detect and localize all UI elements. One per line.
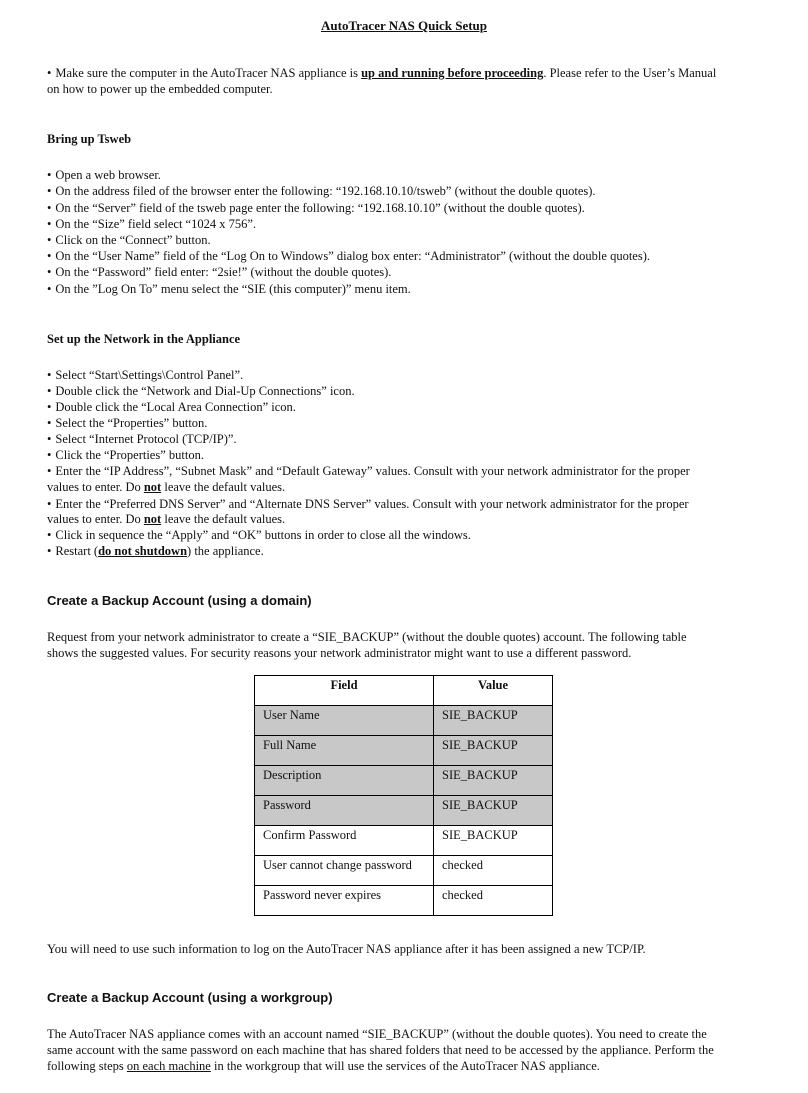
- table-cell-value: SIE_BACKUP: [434, 796, 553, 826]
- intro-post: . Please refer to the User’s Manual: [543, 66, 717, 80]
- ip-step-pre: values to enter. Do: [47, 480, 144, 494]
- table-cell-field: Password never expires: [255, 886, 434, 916]
- document-title: AutoTracer NAS Quick Setup: [321, 18, 487, 33]
- table-header-row: [255, 676, 553, 706]
- network-step: • Select the “Properties” button.: [47, 415, 207, 431]
- table-row: [255, 766, 553, 796]
- table-cell-field: Password: [255, 796, 434, 826]
- table-cell-field: Full Name: [255, 736, 434, 766]
- table-cell-value: SIE_BACKUP: [434, 766, 553, 796]
- intro-pre: Make sure the computer in the AutoTracer NAS appliance is: [55, 66, 362, 80]
- table-cell-value: SIE_BACKUP: [434, 706, 553, 736]
- table-header-field: Field: [255, 676, 434, 706]
- table-cell-value: SIE_BACKUP: [434, 736, 553, 766]
- domain-para-line-1: Request from your network administrator to create a “SIE_BACKUP” (without the double quotes) account. The following table: [47, 630, 687, 644]
- tsweb-step: • Click on the “Connect” button.: [47, 232, 211, 248]
- network-ip-step-line-1: • Enter the “IP Address”, “Subnet Mask” and “Default Gateway” values. Consult with your network administrator for the proper: [47, 463, 690, 479]
- tsweb-step: • On the “Password” field enter: “2sie!” (without the double quotes).: [47, 264, 391, 280]
- intro-line-1: [47, 65, 716, 81]
- table-cell-field: User cannot change password: [255, 856, 434, 886]
- network-step: • Select “Internet Protocol (TCP/IP)”.: [47, 431, 237, 447]
- domain-after-text: You will need to use such information to log on the AutoTracer NAS appliance after it has been assigned a new TCP/IP.: [47, 942, 646, 956]
- tsweb-step: • On the “User Name” field of the “Log On to Windows” dialog box enter: “Administrator” (without the double quotes).: [47, 248, 650, 264]
- ip-step-post: leave the default values.: [161, 480, 286, 494]
- table-row: [255, 826, 553, 856]
- workgroup-line-3-emphasis: on each machine: [126, 1059, 211, 1073]
- dns-step-post: leave the default values.: [161, 512, 286, 526]
- tsweb-heading: Bring up Tsweb: [47, 132, 132, 146]
- domain-heading: Create a Backup Account (using a domain): [47, 593, 312, 608]
- workgroup-line-3-post: in the workgroup that will use the services of the AutoTracer NAS appliance.: [210, 1059, 600, 1073]
- tsweb-step: • On the address filed of the browser enter the following: “192.168.10.10/tsweb” (without the double quotes).: [47, 183, 596, 199]
- table-row: [255, 796, 553, 826]
- workgroup-line-3: [47, 1058, 600, 1074]
- domain-para-line-2: shows the suggested values. For security reasons your network administrator might want to use a different password.: [47, 646, 632, 660]
- workgroup-line-1: The AutoTracer NAS appliance comes with an account named “SIE_BACKUP” (without the double quotes). You need to create the: [47, 1027, 707, 1041]
- backup-account-table: [254, 675, 553, 916]
- table-row: [255, 886, 553, 916]
- table-cell-value: checked: [434, 856, 553, 886]
- table-cell-field: Confirm Password: [255, 826, 434, 856]
- network-restart-step: [47, 543, 264, 559]
- table-cell-field: Description: [255, 766, 434, 796]
- network-heading: Set up the Network in the Appliance: [47, 332, 241, 346]
- tsweb-step: • Open a web browser.: [47, 167, 161, 183]
- ip-step-emphasis: not: [143, 480, 162, 494]
- table-row: [255, 856, 553, 886]
- table-row: [255, 736, 553, 766]
- restart-emphasis: do not shutdown: [98, 544, 188, 558]
- dns-step-pre: values to enter. Do: [47, 512, 144, 526]
- workgroup-line-2: same account with the same password on each machine that has shared folders that need to be accessed by the appliance. Perform the: [47, 1043, 714, 1057]
- restart-pre: Restart (: [55, 544, 99, 558]
- workgroup-line-3-pre: following steps: [47, 1059, 127, 1073]
- intro-line-2: on how to power up the embedded computer.: [47, 82, 273, 96]
- dns-step-emphasis: not: [143, 512, 162, 526]
- network-ip-step-line-2: [47, 479, 285, 495]
- network-step: • Double click the “Local Area Connection” icon.: [47, 399, 296, 415]
- restart-post: ) the appliance.: [187, 544, 264, 558]
- network-step: • Click the “Properties” button.: [47, 447, 204, 463]
- intro-emphasis: up and running before proceeding: [361, 66, 544, 80]
- tsweb-step: • On the “Server” field of the tsweb page enter the following: “192.168.10.10” (without the double quotes).: [47, 200, 585, 216]
- table-cell-field: User Name: [255, 706, 434, 736]
- network-step: • Select “Start\Settings\Control Panel”.: [47, 367, 243, 383]
- network-apply-step: • Click in sequence the “Apply” and “OK” buttons in order to close all the windows.: [47, 527, 471, 543]
- table-header-value: Value: [434, 676, 553, 706]
- table-cell-value: SIE_BACKUP: [434, 826, 553, 856]
- tsweb-step: • On the ”Log On To” menu select the “SIE (this computer)” menu item.: [47, 281, 411, 297]
- table-cell-value: checked: [434, 886, 553, 916]
- workgroup-heading: Create a Backup Account (using a workgroup): [47, 990, 333, 1005]
- network-dns-step-line-2: [47, 511, 285, 527]
- table-row: [255, 706, 553, 736]
- network-step: • Double click the “Network and Dial-Up Connections” icon.: [47, 383, 355, 399]
- network-dns-step-line-1: • Enter the “Preferred DNS Server” and “Alternate DNS Server” values. Consult with your network administrator for the proper: [47, 496, 689, 512]
- tsweb-step: • On the “Size” field select “1024 x 756”.: [47, 216, 256, 232]
